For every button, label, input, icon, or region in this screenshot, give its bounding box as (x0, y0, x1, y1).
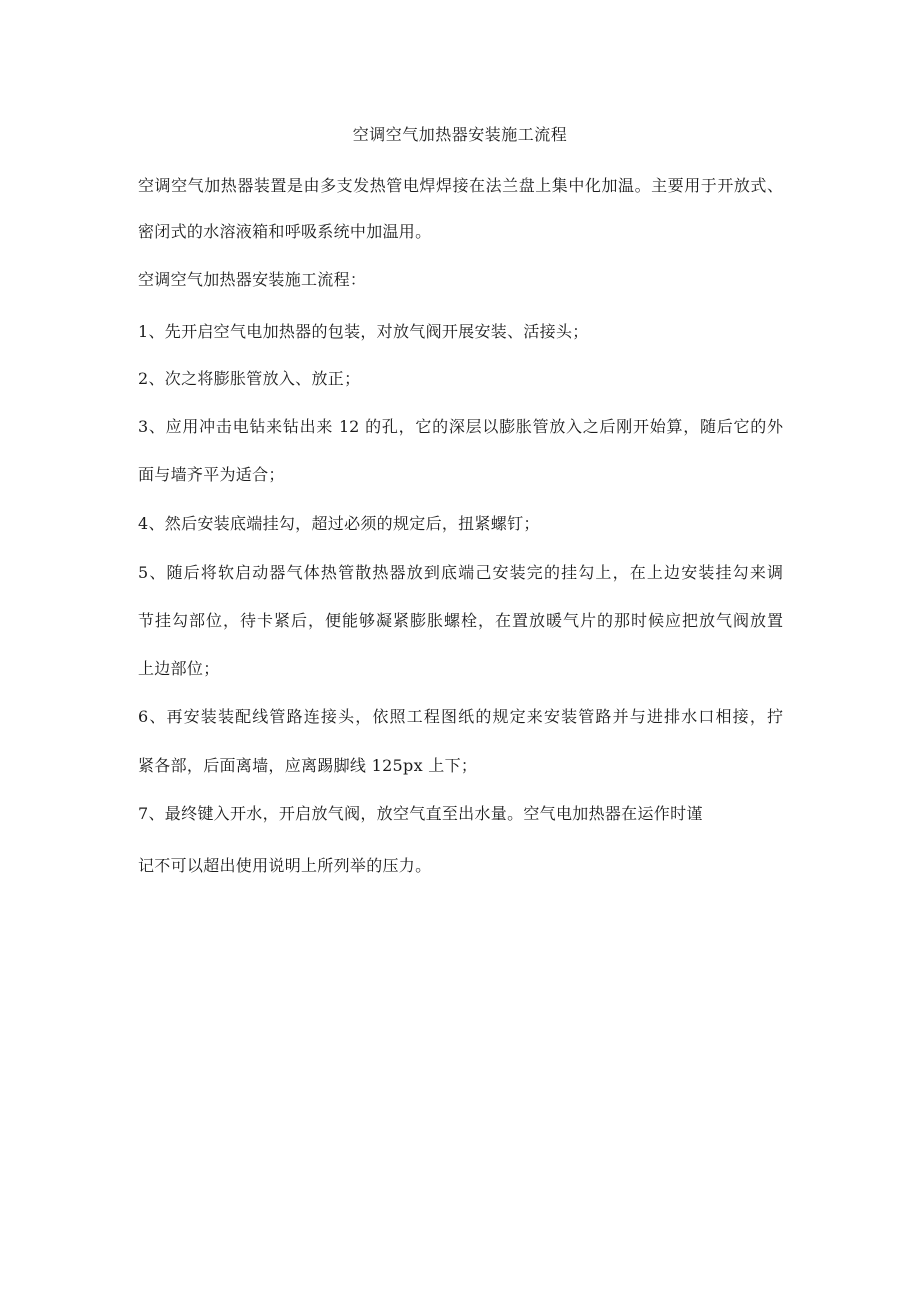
paragraph-line-9: 5、随后将软启动器气体热管散热器放到底端己安装完的挂勾上，在上边安装挂勾来调 (138, 563, 783, 582)
paragraph-line-13: 紧各部，后面离墙，应离踢脚线 125px 上下； (138, 756, 478, 775)
paragraph-line-4: 1、先开启空气电加热器的包装，对放气阀开展安装、活接头； (138, 322, 589, 341)
paragraph-line-12: 6、再安装装配线管路连接头，依照工程图纸的规定来安装管路并与进排水口相接，拧 (138, 707, 783, 726)
paragraph-line-7: 面与墙齐平为适合； (138, 465, 285, 484)
paragraph-line-6: 3、应用冲击电钻来钻出来 12 的孔，它的深层以膨胀管放入之后刚开始算，随后它的外 (138, 417, 783, 436)
paragraph-line-14: 7、最终键入开水，开启放气阀，放空气直至出水量。空气电加热器在运作时谨 (138, 804, 703, 823)
paragraph-line-15: 记不可以超出使用说明上所列举的压力。 (138, 856, 432, 875)
paragraph-line-3: 空调空气加热器安装施工流程： (138, 270, 367, 289)
paragraph-line-1: 空调空气加热器装置是由多支发热管电焊焊接在法兰盘上集中化加温。主要用于开放式、 (138, 176, 783, 195)
paragraph-line-5: 2、次之将膨胀管放入、放正； (138, 369, 361, 388)
paragraph-line-8: 4、然后安装底端挂勾，超过必须的规定后，扭紧螺钉； (138, 514, 540, 533)
document-title: 空调空气加热器安装施工流程 (352, 125, 568, 144)
paragraph-line-10: 节挂勾部位，待卡紧后，便能够凝紧膨胀螺栓，在置放暖气片的那时候应把放气阀放置 (138, 611, 783, 630)
paragraph-line-11: 上边部位； (138, 659, 220, 678)
paragraph-line-2: 密闭式的水溶液箱和呼吸系统中加温用。 (138, 222, 432, 241)
